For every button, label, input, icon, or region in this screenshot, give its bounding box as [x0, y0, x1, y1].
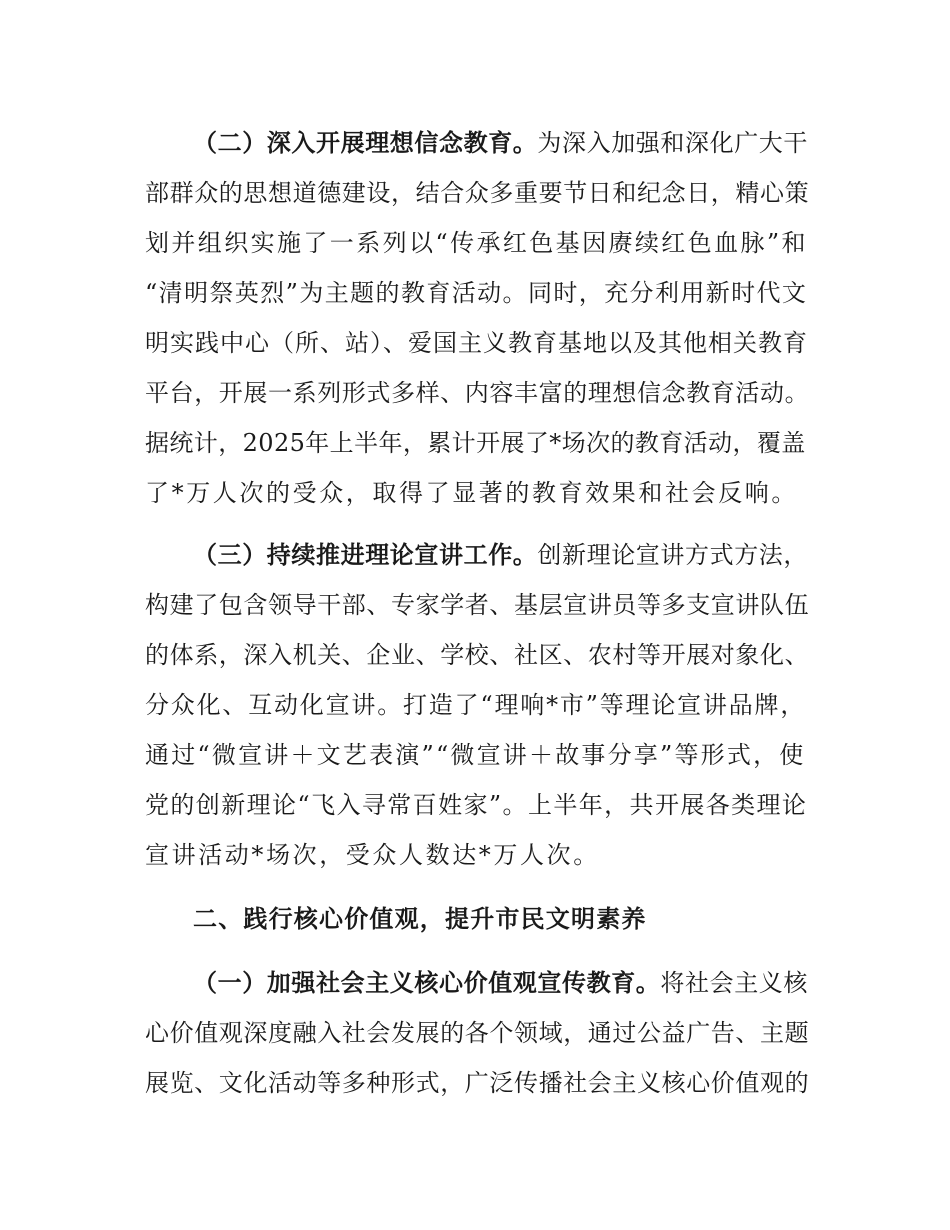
paragraph-1-heading: （二）深入开展理想信念教育。 — [193, 129, 538, 157]
paragraph-2-line-1 — [193, 540, 808, 570]
paragraph-2-first-text: 创新理论宣讲方式方法， — [537, 541, 809, 569]
paragraph-2-line-7: 宣讲活动*场次，受众人数达*万人次。 — [145, 841, 600, 869]
paragraph-1-first-text: 为深入加强和深化广大干 — [537, 129, 809, 157]
section-heading: 二、践行核心价值观，提升市民文明素养 — [193, 905, 647, 933]
paragraph-2-line-2: 构建了包含领导干部、专家学者、基层宣讲员等多支宣讲队伍 — [145, 591, 810, 619]
paragraph-3-line-3: 展览、文化活动等多种形式，广泛传播社会主义核心价值观的 — [145, 1069, 810, 1097]
paragraph-1-line-6: 平台，开展一系列形式多样、内容丰富的理想信念教育活动。 — [145, 379, 810, 407]
paragraph-2-line-5: 通过“微宣讲＋文艺表演”“微宣讲＋故事分享”等形式，使 — [145, 741, 806, 769]
paragraph-2-line-6: 党的创新理论“飞入寻常百姓家”。上半年，共开展各类理论 — [145, 791, 808, 819]
paragraph-3-heading: （一）加强社会主义核心价值观宣传教育。 — [193, 969, 661, 997]
paragraph-2-heading: （三）持续推进理论宣讲工作。 — [193, 541, 538, 569]
paragraph-1-line-5: 明实践中心（所、站）、爱国主义教育基地以及其他相关教育 — [145, 329, 808, 357]
paragraph-1-line-2: 部群众的思想道德建设，结合众多重要节日和纪念日，精心策 — [145, 179, 810, 207]
paragraph-2-line-4: 分众化、互动化宣讲。打造了“理响*市”等理论宣讲品牌， — [145, 691, 807, 719]
paragraph-3-line-2: 心价值观深度融入社会发展的各个领域，通过公益广告、主题 — [145, 1019, 810, 1047]
paragraph-2-line-3: 的体系，深入机关、企业、学校、社区、农村等开展对象化、 — [145, 641, 810, 669]
paragraph-1-line-1 — [193, 128, 808, 158]
paragraph-1-line-4: “清明祭英烈”为主题的教育活动。同时，充分利用新时代文 — [145, 279, 808, 307]
paragraph-1-line-3: 划并组织实施了一系列以“传承红色基因赓续红色血脉”和 — [145, 229, 808, 257]
paragraph-3-line-1 — [193, 968, 808, 998]
paragraph-1-line-8: 了*万人次的受众，取得了显著的教育效果和社会反响。 — [145, 479, 798, 507]
paragraph-3-first-text: 将社会主义核 — [660, 969, 809, 997]
paragraph-1-line-7: 据统计，2025年上半年，累计开展了*场次的教育活动，覆盖 — [145, 429, 806, 457]
